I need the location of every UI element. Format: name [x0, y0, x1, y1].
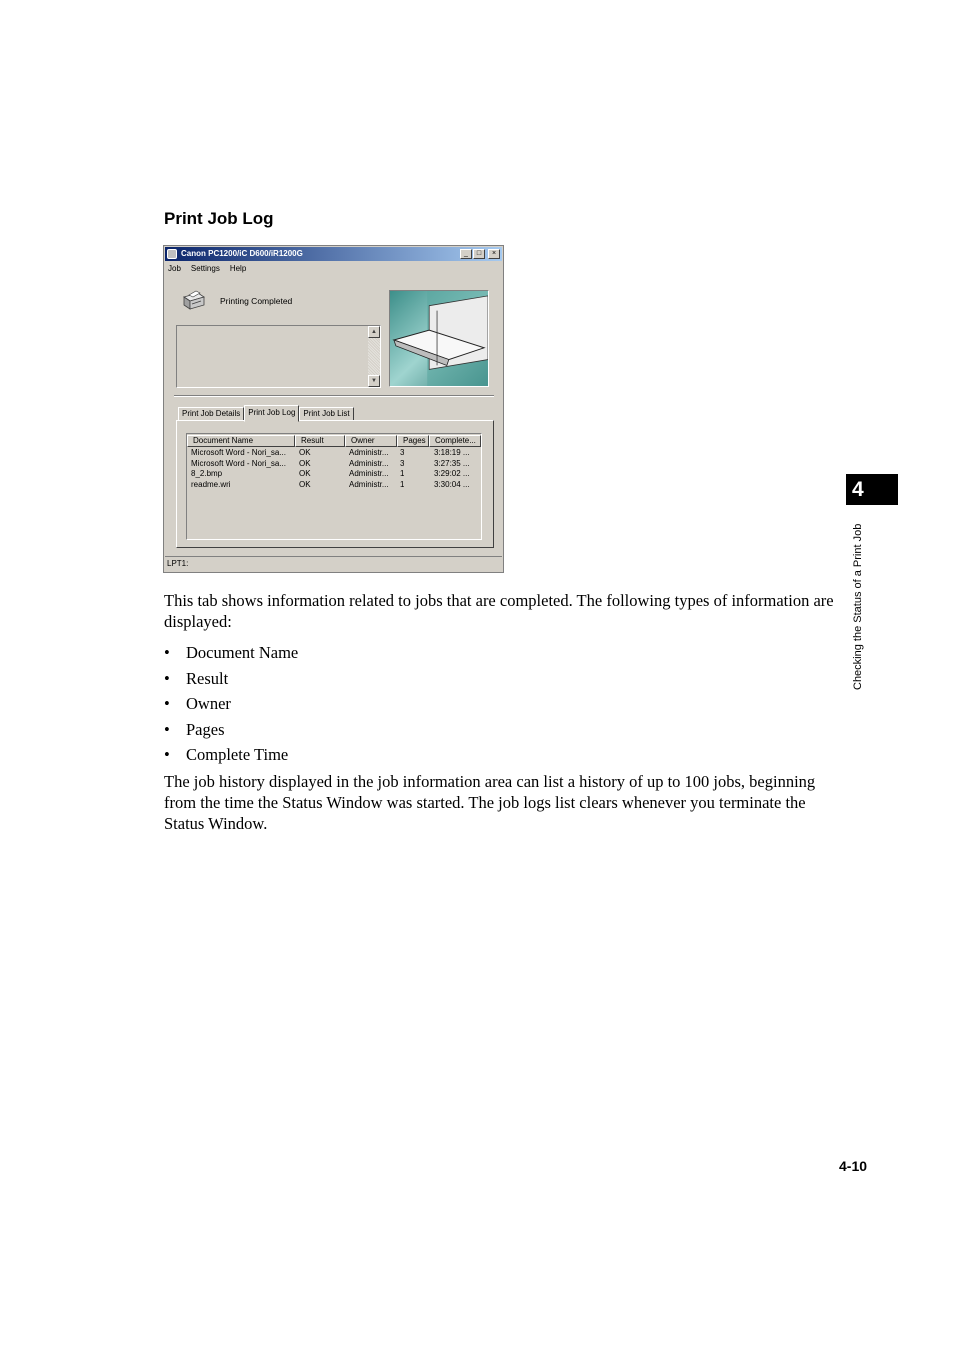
bullet-marker: •: [164, 694, 170, 714]
column-pages[interactable]: Pages: [397, 435, 429, 447]
printer-icon: [180, 289, 206, 311]
cell-document-name: 8_2.bmp: [191, 469, 223, 479]
tab-strip: [178, 405, 354, 420]
tab-print-job-list[interactable]: Print Job List: [299, 407, 353, 421]
cell-document-name: Microsoft Word - Nori_sa...: [191, 448, 286, 457]
closing-paragraph: The job history displayed in the job information area can list a history of up to 100 jobs, beginning from the time the Status Window was started. The job logs list clears whenever you terminate the Status Window.: [164, 772, 816, 833]
bullet-text: Complete Time: [186, 745, 289, 765]
menu-job[interactable]: Job: [168, 264, 181, 273]
cell-pages: 1: [400, 479, 405, 489]
bullet-marker: •: [164, 668, 170, 688]
list-item: [164, 668, 298, 694]
bullet-marker: •: [164, 719, 170, 739]
cell-result: OK: [299, 479, 311, 489]
bullet-text: Document Name: [186, 643, 299, 662]
tab-print-job-details[interactable]: Print Job Details: [178, 407, 244, 421]
cell-pages: 3: [400, 458, 405, 468]
column-document-name[interactable]: Document Name: [187, 435, 295, 447]
scroll-down-button[interactable]: ▼: [368, 375, 380, 387]
section-title: Print Job Log: [164, 209, 274, 228]
bullet-text: Owner: [186, 694, 231, 714]
printer-app-icon: [167, 249, 177, 259]
cell-owner: Administr...: [349, 479, 389, 489]
tab-panel: [176, 420, 494, 548]
list-item: [164, 719, 298, 745]
cell-complete-time: 3:18:19 ...: [434, 448, 470, 457]
cell-result: OK: [299, 458, 311, 468]
window-statusbar: LPT1:: [165, 556, 502, 570]
cell-pages: 1: [400, 469, 405, 479]
cell-pages: 3: [400, 448, 405, 457]
table-row[interactable]: [187, 480, 481, 491]
column-complete-time[interactable]: Complete...: [429, 435, 481, 447]
bullet-text: Pages: [186, 719, 225, 739]
cell-complete-time: 3:27:35 ...: [434, 458, 470, 468]
table-row[interactable]: [187, 448, 481, 459]
message-scrollbar[interactable]: [368, 326, 380, 387]
cell-owner: Administr...: [349, 458, 389, 468]
divider: [174, 395, 494, 397]
window-titlebar: [165, 247, 502, 261]
tab-print-job-log[interactable]: Print Job Log: [244, 405, 299, 422]
chapter-side-label: Checking the Status of a Print Job: [852, 523, 864, 690]
minimize-button[interactable]: _: [460, 249, 472, 259]
info-type-list: [164, 642, 298, 770]
list-item: [164, 744, 298, 770]
cell-owner: Administr...: [349, 469, 389, 479]
close-button[interactable]: ×: [488, 249, 500, 259]
bullet-marker: •: [164, 643, 170, 662]
printer-status-text: Printing Completed: [220, 296, 293, 306]
column-result[interactable]: Result: [295, 435, 345, 447]
cell-result: OK: [299, 469, 311, 479]
column-owner[interactable]: Owner: [345, 435, 397, 447]
cell-owner: Administr...: [349, 448, 389, 457]
bullet-marker: •: [164, 745, 170, 765]
list-item: [164, 642, 298, 668]
bullet-text: Result: [186, 668, 229, 688]
message-area: [176, 325, 381, 388]
list-rows: [187, 448, 481, 490]
cell-document-name: readme.wri: [191, 479, 231, 489]
list-item: [164, 693, 298, 719]
cell-result: OK: [299, 448, 311, 457]
page-number: 4-10: [839, 1158, 868, 1174]
menu-help[interactable]: Help: [229, 264, 247, 273]
table-row[interactable]: [187, 469, 481, 480]
printer-output-illustration: [389, 290, 489, 387]
menu-settings[interactable]: Settings: [190, 264, 220, 273]
cell-complete-time: 3:29:02 ...: [434, 469, 470, 479]
status-window-screenshot: [163, 245, 504, 573]
cell-document-name: Microsoft Word - Nori_sa...: [191, 458, 286, 468]
table-row[interactable]: [187, 459, 481, 470]
chapter-tab: 4: [846, 474, 898, 505]
intro-paragraph: This tab shows information related to jobs that are completed. The following types of information are displayed:: [164, 591, 834, 631]
cell-complete-time: 3:30:04 ...: [434, 479, 470, 489]
menubar: [168, 263, 246, 275]
scroll-up-button[interactable]: ▲: [368, 326, 380, 338]
maximize-button[interactable]: □: [473, 249, 485, 259]
window-title: Canon PC1200/iC D600/iR1200G: [181, 249, 303, 258]
job-log-list: [186, 433, 482, 540]
